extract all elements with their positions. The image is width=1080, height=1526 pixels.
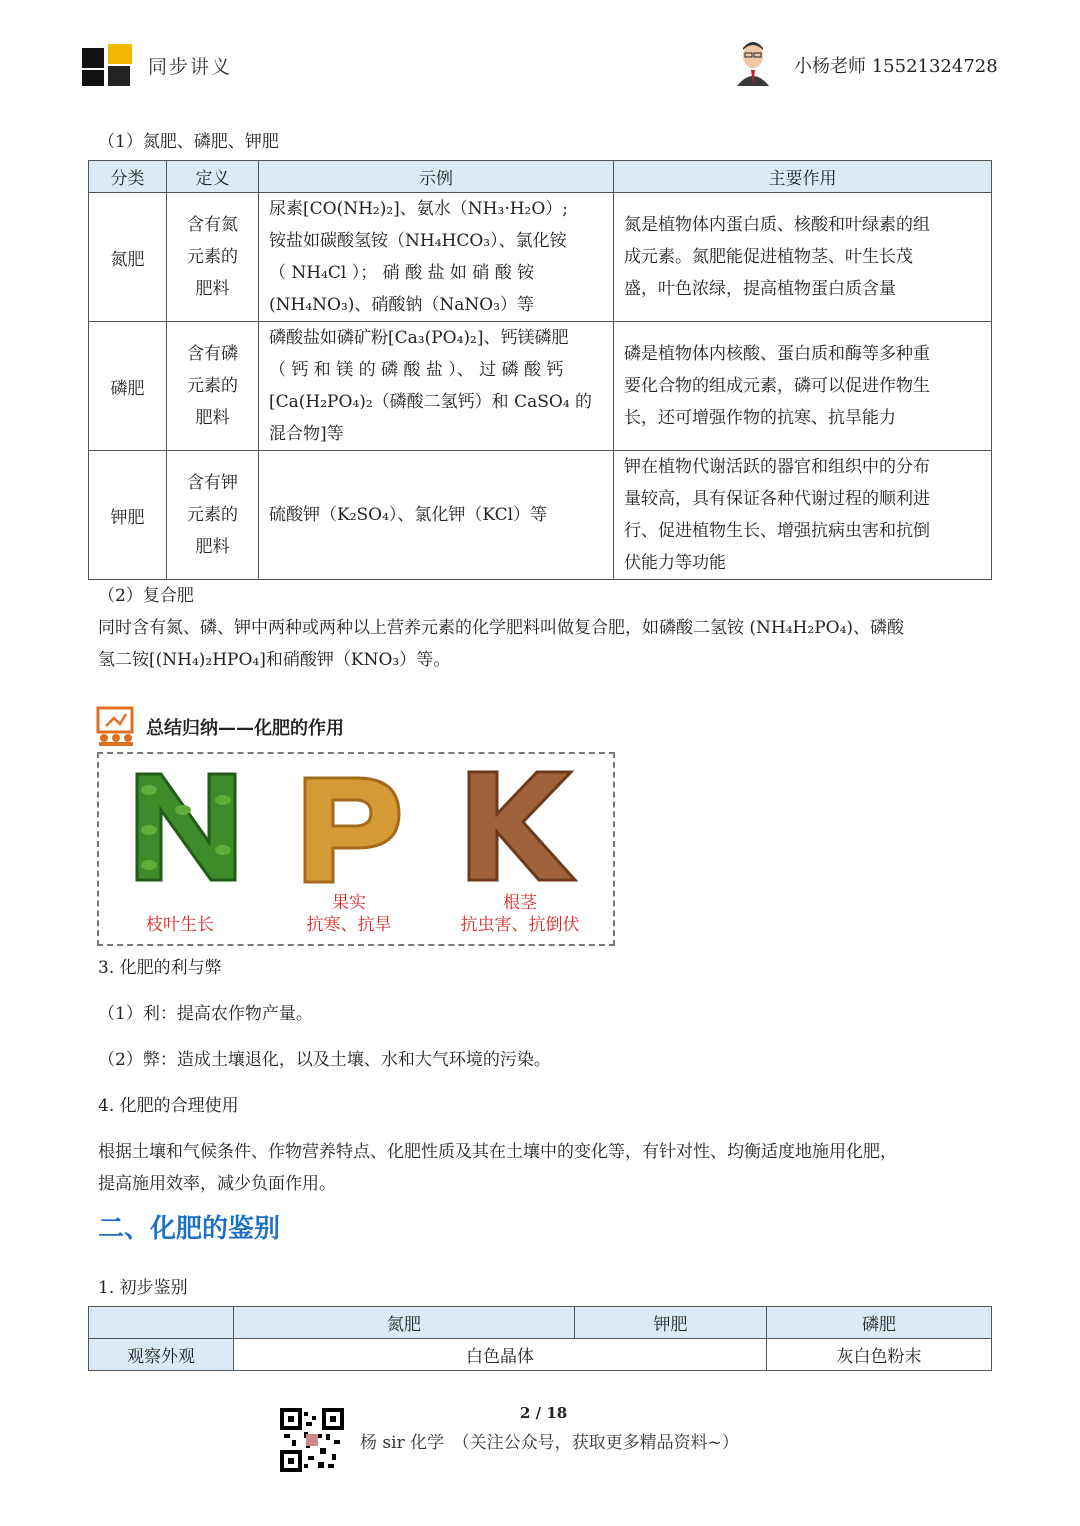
teacher-avatar bbox=[734, 40, 772, 86]
cell-definition: 含有氮 元素的 肥料 bbox=[167, 193, 259, 322]
cell-role: 氮是植物体内蛋白质、核酸和叶绿素的组 成元素。氮肥能促进植物茎、叶生长茂 盛，叶色浓绿，提高植物蛋白质含量 bbox=[614, 193, 992, 322]
identification-table bbox=[88, 1306, 992, 1371]
cell-example: 磷酸盐如磷矿粉[Ca₃(PO₄)₂]、钙镁磷肥 （ 钙 和 镁 的 磷 酸 盐 ）、 过 磷 酸 钙 [Ca(H₂PO₄)₂（磷酸二氢钙）和 CaSO₄ 的 混合物]等 bbox=[259, 322, 614, 451]
section-label-npk: （1）氮肥、磷肥、钾肥 bbox=[98, 132, 279, 152]
fertilizer-table bbox=[88, 160, 992, 580]
footer-text: 杨 sir 化学 （关注公众号，获取更多精品资料~） bbox=[360, 1433, 739, 1453]
teacher-contact: 小杨老师 15521324728 bbox=[794, 56, 998, 77]
logo-icon bbox=[80, 42, 136, 88]
rational-use-2: 提高施用效率，减少负面作用。 bbox=[98, 1174, 336, 1194]
con-text: （2）弊：造成土壤退化，以及土壤、水和大气环境的污染。 bbox=[98, 1050, 551, 1070]
section-label-compound: （2）复合肥 bbox=[98, 586, 194, 606]
k-letter-roots bbox=[463, 768, 579, 884]
presentation-icon bbox=[96, 706, 136, 746]
cell-category: 磷肥 bbox=[89, 322, 167, 451]
cell-category: 氮肥 bbox=[89, 193, 167, 322]
page-number: 2 / 18 bbox=[520, 1404, 568, 1422]
cell-role: 钾在植物代谢活跃的器官和组织中的分布 量较高，具有保证各种代谢过程的顺利进 行、促进植物生长、增强抗病虫害和抗倒 伏能力等功能 bbox=[614, 451, 992, 580]
th-role: 主要作用 bbox=[614, 161, 992, 193]
th-category: 分类 bbox=[89, 161, 167, 193]
compound-text-2: 氢二铵[(NH₄)₂HPO₄]和硝酸钾（KNO₃）等。 bbox=[98, 650, 451, 670]
k-caption: 根茎 抗虫害、抗倒伏 bbox=[460, 893, 580, 935]
cell-example: 硫酸钾（K₂SO₄）、氯化钾（KCl）等 bbox=[259, 451, 614, 580]
cell-gray-powder: 灰白色粉末 bbox=[767, 1339, 992, 1371]
n-caption: 枝叶生长 bbox=[146, 915, 214, 935]
qr-code-icon bbox=[280, 1408, 344, 1472]
th-empty bbox=[89, 1307, 234, 1339]
heading-preliminary: 1. 初步鉴别 bbox=[98, 1278, 188, 1298]
th-phosphorus: 磷肥 bbox=[767, 1307, 992, 1339]
heading-pros-cons: 3. 化肥的利与弊 bbox=[98, 958, 222, 978]
th-definition: 定义 bbox=[167, 161, 259, 193]
cell-definition: 含有磷 元素的 肥料 bbox=[167, 322, 259, 451]
p-letter-grains bbox=[295, 774, 403, 884]
p-caption: 果实 抗寒、抗旱 bbox=[306, 893, 392, 935]
th-potassium: 钾肥 bbox=[575, 1307, 767, 1339]
table-row bbox=[89, 193, 992, 322]
header-title: 同步讲义 bbox=[148, 56, 233, 78]
npk-figure bbox=[97, 752, 615, 946]
table-row bbox=[89, 451, 992, 580]
cell-category: 钾肥 bbox=[89, 451, 167, 580]
cell-white-crystal: 白色晶体 bbox=[234, 1339, 767, 1371]
th-nitrogen: 氮肥 bbox=[234, 1307, 575, 1339]
th-example: 示例 bbox=[259, 161, 614, 193]
table-row bbox=[89, 1339, 992, 1371]
summary-title: 总结归纳——化肥的作用 bbox=[146, 718, 344, 739]
compound-text-1: 同时含有氮、磷、钾中两种或两种以上营养元素的化学肥料叫做复合肥，如磷酸二氢铵 (NH₄H₂PO₄)、磷酸 bbox=[98, 618, 905, 638]
cell-example: 尿素[CO(NH₂)₂]、氨水（NH₃·H₂O）; 铵盐如碳酸氢铵（NH₄HCO₃）、氯化铵 （ NH₄Cl ）； 硝 酸 盐 如 硝 酸 铵 (NH₄NO₃)、硝酸钠（NaNO₃）等 bbox=[259, 193, 614, 322]
rational-use-1: 根据土壤和气候条件、作物营养特点、化肥性质及其在土壤中的变化等，有针对性、均衡适度地施用化肥， bbox=[98, 1142, 897, 1162]
cell-definition: 含有钾 元素的 肥料 bbox=[167, 451, 259, 580]
table-row bbox=[89, 322, 992, 451]
pro-text: （1）利：提高农作物产量。 bbox=[98, 1004, 313, 1024]
n-letter-leaves bbox=[131, 770, 241, 882]
heading-rational-use: 4. 化肥的合理使用 bbox=[98, 1096, 239, 1116]
cell-role: 磷是植物体内核酸、蛋白质和酶等多种重 要化合物的组成元素，磷可以促进作物生 长，还可增强作物的抗寒、抗旱能力 bbox=[614, 322, 992, 451]
section-heading-identification: 二、化肥的鉴别 bbox=[98, 1214, 281, 1244]
cell-row-label: 观察外观 bbox=[89, 1339, 234, 1371]
